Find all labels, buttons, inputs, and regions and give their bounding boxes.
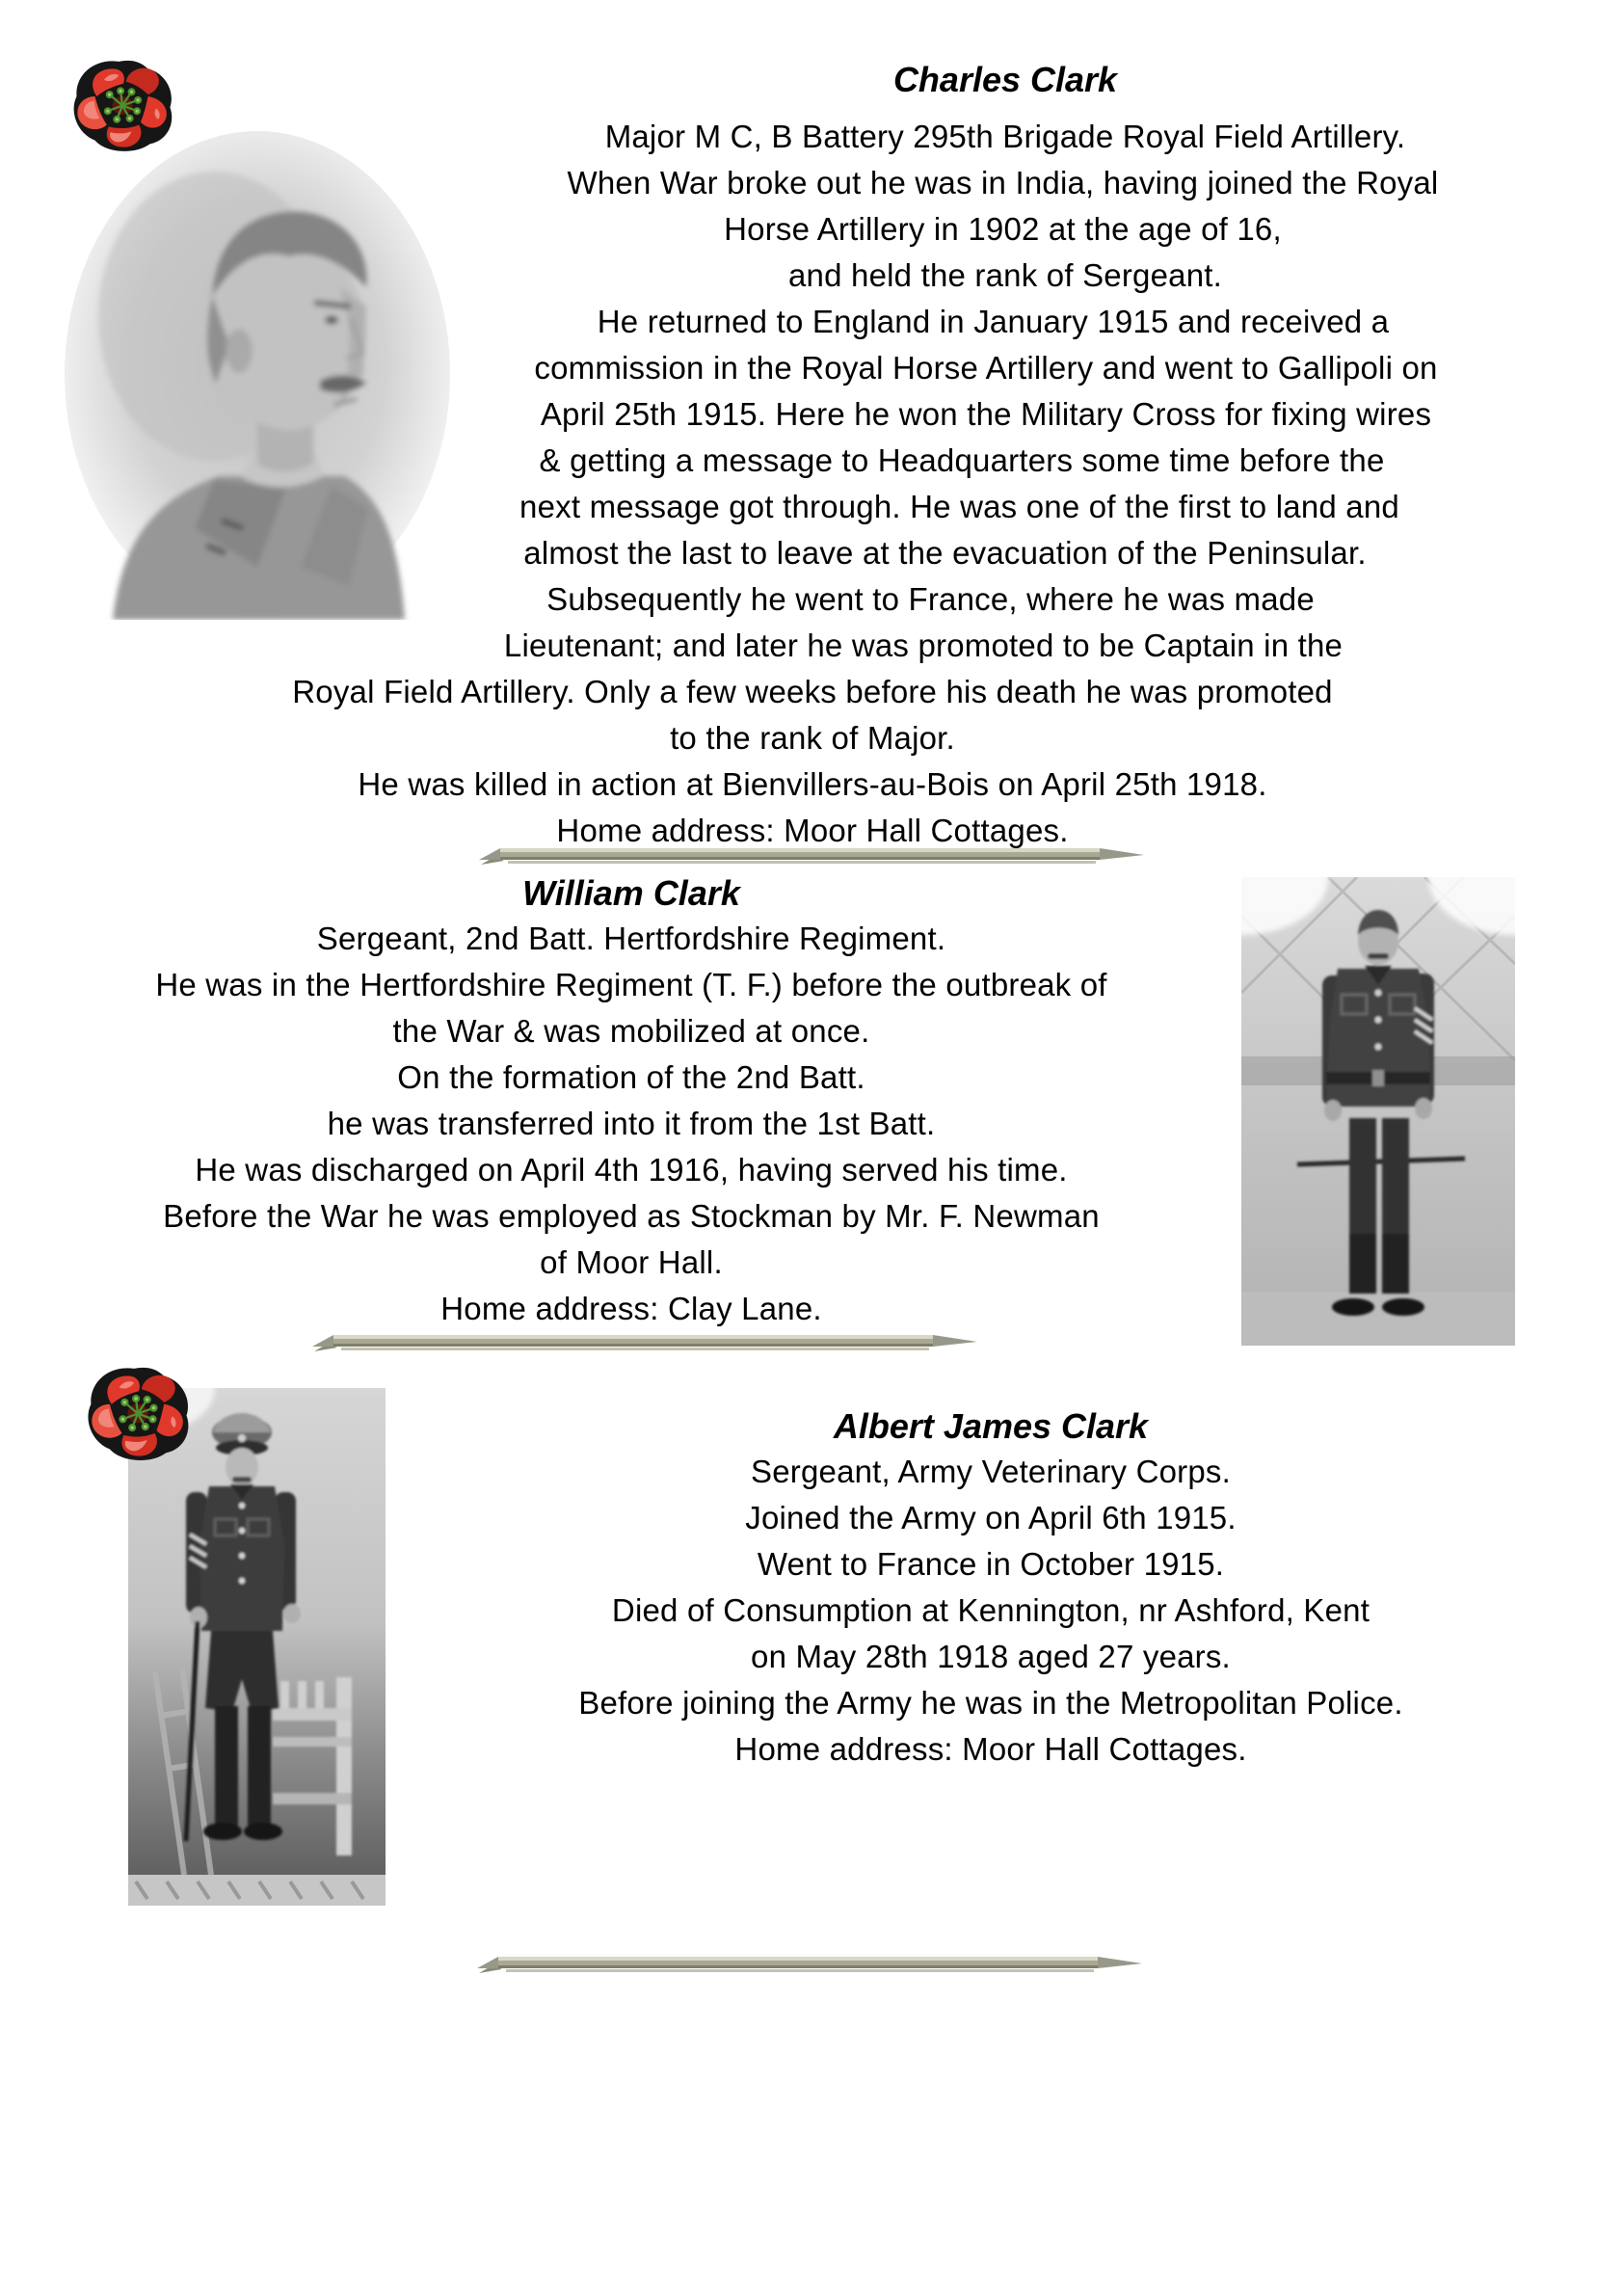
text-line: the War & was mobilized at once.: [392, 1013, 870, 1049]
text-line: He returned to England in January 1915 and received a: [597, 304, 1390, 339]
standing-photo-albert-james-clark: [128, 1388, 386, 1906]
text-line: Sergeant, 2nd Batt. Hertfordshire Regiment.: [316, 921, 946, 956]
text-line: When War broke out he was in India, having joined the Royal: [567, 165, 1439, 200]
text-line: He was discharged on April 4th 1916, having served his time.: [195, 1152, 1068, 1188]
text-line: and held the rank of Sergeant.: [788, 257, 1222, 293]
text-line: Before the War he was employed as Stockman by Mr. F. Newman: [163, 1198, 1100, 1234]
text-line: of Moor Hall.: [540, 1244, 723, 1280]
text-line: Subsequently he went to France, where he was made: [546, 581, 1315, 617]
text-line: & getting a message to Headquarters some time before the: [539, 442, 1385, 478]
text-line: commission in the Royal Horse Artillery and went to Gallipoli on: [534, 350, 1438, 386]
text-line: Royal Field Artillery. Only a few weeks before his death he was promoted: [292, 674, 1333, 709]
standing-photo-william-clark: [1241, 877, 1515, 1346]
text-line: He was in the Hertfordshire Regiment (T. F.) before the outbreak of: [155, 967, 1107, 1002]
poppy-icon: [81, 1365, 195, 1463]
text-line: Before joining the Army he was in the Metropolitan Police.: [578, 1685, 1403, 1721]
text-line: Home address: Moor Hall Cottages.: [734, 1731, 1247, 1767]
text-line: Joined the Army on April 6th 1915.: [745, 1500, 1237, 1535]
text-line: On the formation of the 2nd Batt.: [397, 1059, 865, 1095]
poppy-icon: [67, 58, 177, 154]
text-line: to the rank of Major.: [670, 720, 955, 756]
text-line: He was killed in action at Bienvillers-au-Bois on April 25th 1918.: [358, 766, 1267, 802]
text-line: Home address: Clay Lane.: [440, 1291, 822, 1326]
text-line: Sergeant, Army Veterinary Corps.: [751, 1454, 1231, 1489]
section-divider: [479, 844, 1144, 866]
entry-title: William Clark: [522, 873, 740, 913]
text-line: Horse Artillery in 1902 at the age of 16,: [724, 211, 1282, 247]
text-line: Died of Consumption at Kennington, nr Ashford, Kent: [611, 1592, 1370, 1628]
text-line: on May 28th 1918 aged 27 years.: [751, 1639, 1231, 1674]
text-line: next message got through. He was one of the first to land and: [519, 489, 1399, 524]
text-line: he was transferred into it from the 1st Batt.: [327, 1106, 936, 1141]
entry-title: Albert James Clark: [833, 1406, 1149, 1446]
text-line: Major M C, B Battery 295th Brigade Royal Field Artillery.: [604, 119, 1406, 154]
text-line: April 25th 1915. Here he won the Military Cross for fixing wires: [540, 396, 1432, 432]
text-line: Went to France in October 1915.: [757, 1546, 1225, 1582]
section-divider: [477, 1953, 1142, 1974]
text-line: Lieutenant; and later he was promoted to be Captain in the: [503, 627, 1344, 663]
text-line: almost the last to leave at the evacuation of the Peninsular.: [523, 535, 1367, 571]
entry-title: Charles Clark: [892, 60, 1118, 99]
text-line: Home address: Moor Hall Cottages.: [556, 813, 1069, 848]
section-divider: [312, 1331, 977, 1352]
